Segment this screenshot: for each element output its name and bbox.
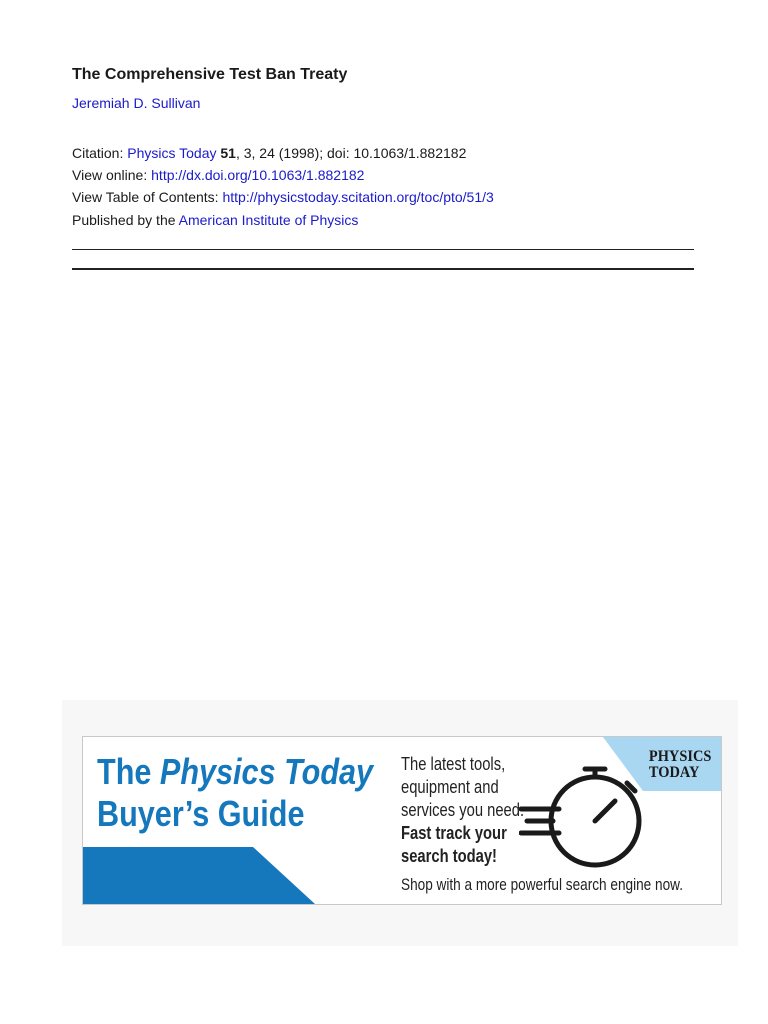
- ad-copy-line: services you need.: [401, 800, 525, 820]
- article-title: The Comprehensive Test Ban Treaty: [72, 66, 348, 83]
- toc-line: [72, 189, 494, 205]
- ad-copy-line: The latest tools,: [401, 754, 506, 774]
- citation-line: [72, 145, 466, 161]
- ad-headline: [97, 751, 373, 835]
- stopwatch-icon: [519, 763, 645, 875]
- logo-today: TODAY: [648, 764, 700, 781]
- view-online-line: [72, 167, 364, 183]
- divider-top: [72, 249, 694, 250]
- toc-label: View Table of Contents:: [72, 189, 223, 205]
- ad-headline-physics-today: Physics Today: [159, 751, 374, 792]
- buyers-guide-ad[interactable]: [82, 736, 722, 905]
- publisher-label: Published by the: [72, 212, 179, 228]
- divider-bottom: [72, 268, 694, 270]
- citation-volume: 51: [220, 145, 236, 161]
- ad-copy-bold: search today!: [401, 846, 497, 866]
- logo-physics: PHYSICS: [648, 748, 711, 765]
- ad-shop-line: Shop with a more powerful search engine now.: [401, 875, 683, 894]
- toc-link[interactable]: http://physicstoday.scitation.org/toc/pto/51/3: [222, 189, 494, 205]
- citation-details: , 3, 24 (1998); doi: 10.1063/1.882182: [235, 145, 467, 161]
- physics-today-logo: [649, 749, 711, 781]
- publisher-line: [72, 212, 358, 228]
- publisher-link[interactable]: American Institute of Physics: [178, 212, 359, 228]
- author-link[interactable]: Jeremiah D. Sullivan: [72, 95, 201, 111]
- ad-headline-the: The: [97, 751, 160, 792]
- view-online-label: View online:: [72, 167, 152, 183]
- ad-blue-band: [83, 847, 315, 904]
- ad-headline-buyers-guide: Buyer’s Guide: [97, 793, 305, 834]
- ad-copy-bold: Fast track your: [401, 823, 507, 843]
- citation-label: Citation:: [72, 145, 128, 161]
- ad-copy: [401, 753, 524, 868]
- doi-link[interactable]: http://dx.doi.org/10.1063/1.882182: [151, 167, 365, 183]
- ad-copy-line: equipment and: [401, 777, 499, 797]
- journal-link[interactable]: Physics Today: [127, 145, 217, 161]
